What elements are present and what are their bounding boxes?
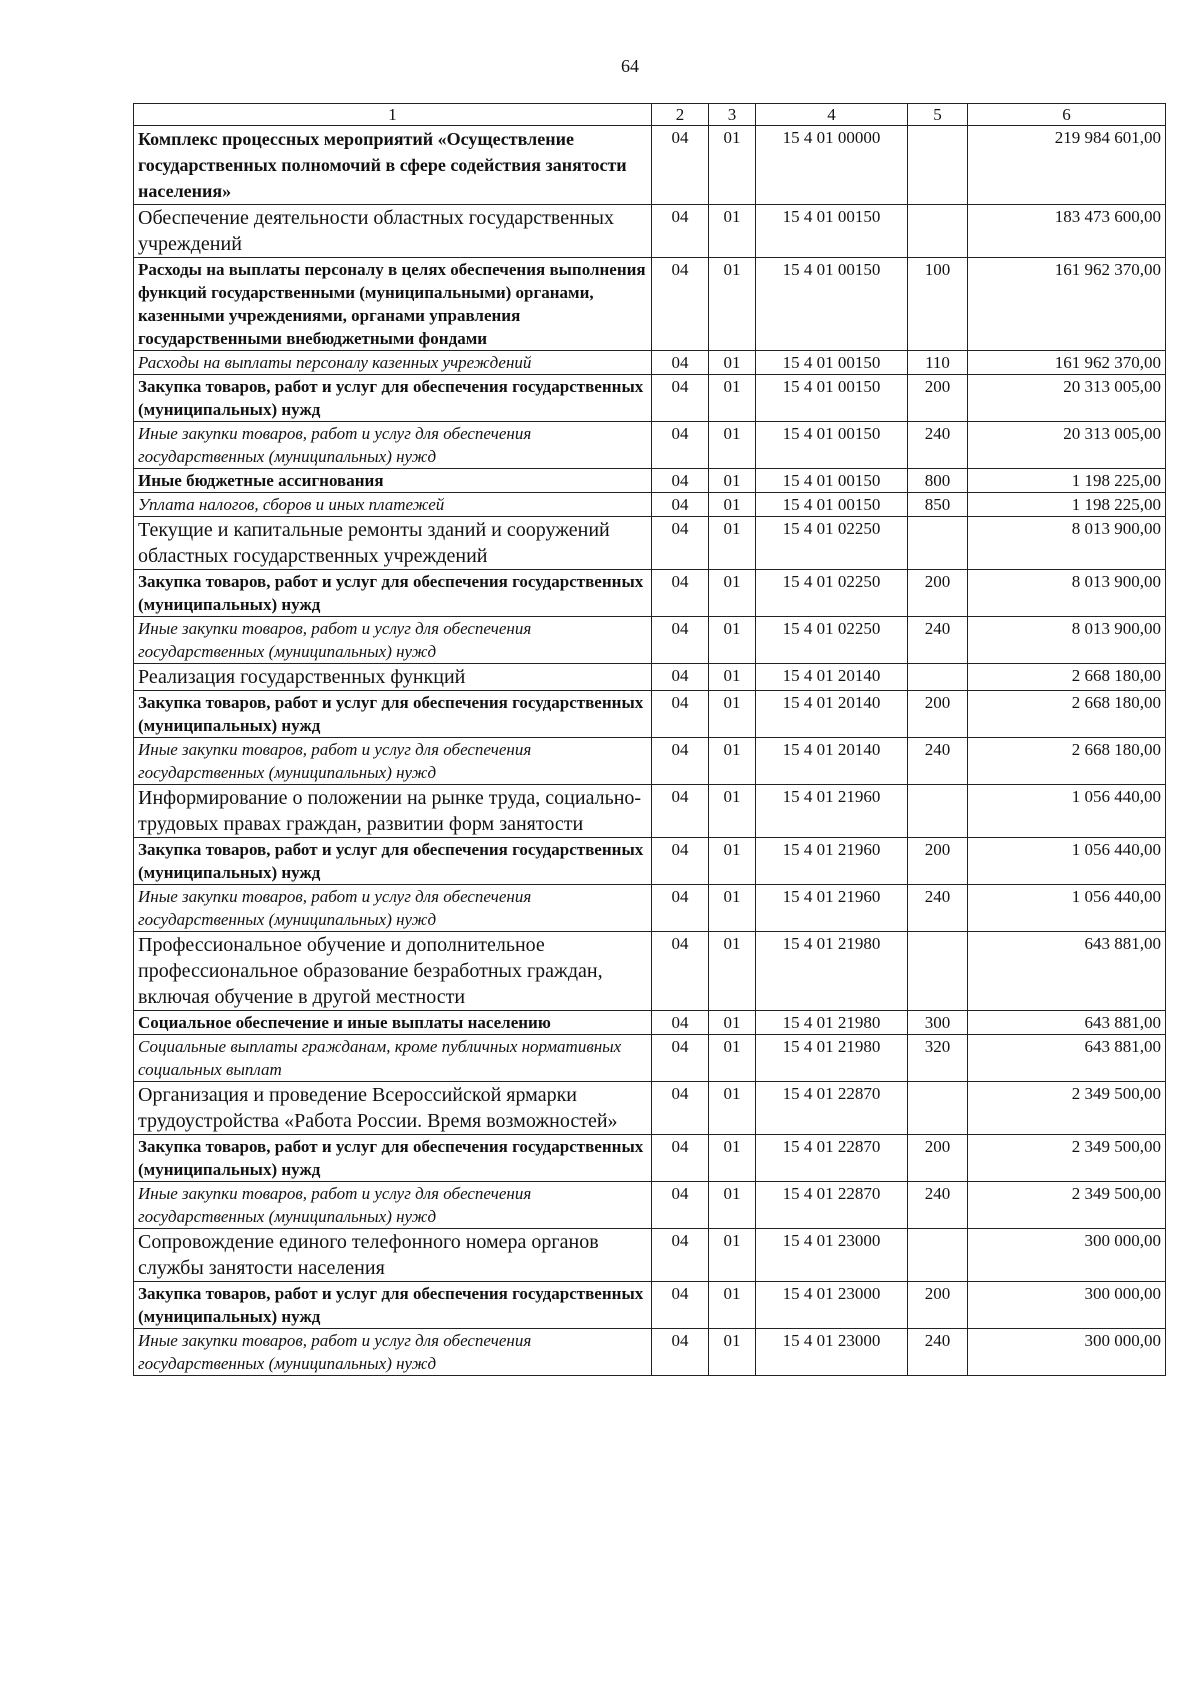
expense-type-code	[908, 1082, 968, 1135]
table-row	[134, 570, 1166, 617]
amount: 300 000,00	[968, 1229, 1166, 1282]
section-code: 04	[652, 1282, 709, 1329]
table-header	[134, 104, 1166, 126]
section-code: 04	[652, 885, 709, 932]
table-row	[134, 1229, 1166, 1282]
item-name: Расходы на выплаты персоналу казенных учреждений	[134, 351, 652, 375]
expense-type-code: 240	[908, 617, 968, 664]
expense-type-code: 240	[908, 422, 968, 469]
amount: 20 313 005,00	[968, 422, 1166, 469]
amount: 643 881,00	[968, 1011, 1166, 1035]
section-code: 04	[652, 1082, 709, 1135]
column-header: 6	[968, 104, 1166, 126]
section-code: 04	[652, 1229, 709, 1282]
section-code: 04	[652, 1011, 709, 1035]
section-code: 04	[652, 493, 709, 517]
amount: 1 198 225,00	[968, 469, 1166, 493]
amount: 2 668 180,00	[968, 664, 1166, 691]
subsection-code: 01	[709, 785, 756, 838]
column-header: 1	[134, 104, 652, 126]
subsection-code: 01	[709, 126, 756, 205]
section-code: 04	[652, 469, 709, 493]
amount: 8 013 900,00	[968, 570, 1166, 617]
item-name: Иные закупки товаров, работ и услуг для обеспечения государственных (муниципальных) нужд	[134, 1182, 652, 1229]
expense-type-code: 300	[908, 1011, 968, 1035]
expense-type-code: 850	[908, 493, 968, 517]
subsection-code: 01	[709, 422, 756, 469]
expense-type-code: 240	[908, 1329, 968, 1376]
table-row	[134, 691, 1166, 738]
item-name: Иные закупки товаров, работ и услуг для обеспечения государственных (муниципальных) нужд	[134, 1329, 652, 1376]
subsection-code: 01	[709, 1282, 756, 1329]
amount: 1 056 440,00	[968, 785, 1166, 838]
expense-type-code: 240	[908, 1182, 968, 1229]
subsection-code: 01	[709, 1182, 756, 1229]
expense-type-code: 800	[908, 469, 968, 493]
target-article-code: 15 4 01 21980	[756, 1011, 908, 1035]
item-name: Профессиональное обучение и дополнительное профессиональное образование безработных граждан, включая обучение в другой местности	[134, 932, 652, 1011]
subsection-code: 01	[709, 205, 756, 258]
section-code: 04	[652, 375, 709, 422]
item-name: Расходы на выплаты персоналу в целях обеспечения выполнения функций государственными (муниципальными) органами, казенными учреждениями, органами управления государственными внебюджетными фондами	[134, 258, 652, 351]
section-code: 04	[652, 1182, 709, 1229]
section-code: 04	[652, 126, 709, 205]
subsection-code: 01	[709, 738, 756, 785]
expense-type-code	[908, 664, 968, 691]
subsection-code: 01	[709, 1135, 756, 1182]
target-article-code: 15 4 01 20140	[756, 664, 908, 691]
subsection-code: 01	[709, 885, 756, 932]
target-article-code: 15 4 01 22870	[756, 1135, 908, 1182]
expense-type-code: 200	[908, 1135, 968, 1182]
item-name: Иные закупки товаров, работ и услуг для обеспечения государственных (муниципальных) нужд	[134, 422, 652, 469]
table-row	[134, 422, 1166, 469]
expense-type-code: 200	[908, 570, 968, 617]
target-article-code: 15 4 01 23000	[756, 1229, 908, 1282]
section-code: 04	[652, 617, 709, 664]
table-row	[134, 1035, 1166, 1082]
item-name: Закупка товаров, работ и услуг для обеспечения государственных (муниципальных) нужд	[134, 838, 652, 885]
table-row	[134, 885, 1166, 932]
subsection-code: 01	[709, 838, 756, 885]
section-code: 04	[652, 570, 709, 617]
amount: 161 962 370,00	[968, 258, 1166, 351]
table-row	[134, 375, 1166, 422]
target-article-code: 15 4 01 21960	[756, 785, 908, 838]
amount: 643 881,00	[968, 1035, 1166, 1082]
budget-table	[133, 103, 1166, 1376]
expense-type-code: 200	[908, 375, 968, 422]
table-row	[134, 1329, 1166, 1376]
section-code: 04	[652, 785, 709, 838]
subsection-code: 01	[709, 375, 756, 422]
target-article-code: 15 4 01 21980	[756, 932, 908, 1011]
amount: 219 984 601,00	[968, 126, 1166, 205]
subsection-code: 01	[709, 691, 756, 738]
section-code: 04	[652, 838, 709, 885]
subsection-code: 01	[709, 258, 756, 351]
section-code: 04	[652, 664, 709, 691]
amount: 8 013 900,00	[968, 617, 1166, 664]
expense-type-code	[908, 1229, 968, 1282]
section-code: 04	[652, 932, 709, 1011]
section-code: 04	[652, 1329, 709, 1376]
table-row	[134, 258, 1166, 351]
amount: 2 349 500,00	[968, 1135, 1166, 1182]
item-name: Уплата налогов, сборов и иных платежей	[134, 493, 652, 517]
table-row	[134, 932, 1166, 1011]
item-name: Иные закупки товаров, работ и услуг для обеспечения государственных (муниципальных) нужд	[134, 885, 652, 932]
subsection-code: 01	[709, 664, 756, 691]
table-row	[134, 838, 1166, 885]
target-article-code: 15 4 01 21980	[756, 1035, 908, 1082]
expense-type-code: 240	[908, 738, 968, 785]
amount: 2 349 500,00	[968, 1182, 1166, 1229]
target-article-code: 15 4 01 00150	[756, 258, 908, 351]
table-row	[134, 517, 1166, 570]
subsection-code: 01	[709, 351, 756, 375]
item-name: Закупка товаров, работ и услуг для обеспечения государственных (муниципальных) нужд	[134, 1135, 652, 1182]
section-code: 04	[652, 517, 709, 570]
item-name: Комплекс процессных мероприятий «Осуществление государственных полномочий в сфере содействия занятости населения»	[134, 126, 652, 205]
subsection-code: 01	[709, 932, 756, 1011]
expense-type-code: 100	[908, 258, 968, 351]
target-article-code: 15 4 01 00150	[756, 469, 908, 493]
target-article-code: 15 4 01 20140	[756, 738, 908, 785]
expense-type-code: 320	[908, 1035, 968, 1082]
item-name: Реализация государственных функций	[134, 664, 652, 691]
table-row	[134, 1135, 1166, 1182]
expense-type-code: 240	[908, 885, 968, 932]
amount: 300 000,00	[968, 1282, 1166, 1329]
item-name: Информирование о положении на рынке труда, социально-трудовых правах граждан, развитии форм занятости	[134, 785, 652, 838]
subsection-code: 01	[709, 469, 756, 493]
item-name: Закупка товаров, работ и услуг для обеспечения государственных (муниципальных) нужд	[134, 570, 652, 617]
table-row	[134, 1182, 1166, 1229]
amount: 161 962 370,00	[968, 351, 1166, 375]
subsection-code: 01	[709, 570, 756, 617]
column-header: 2	[652, 104, 709, 126]
target-article-code: 15 4 01 21960	[756, 838, 908, 885]
column-numbers-row	[134, 104, 1166, 126]
section-code: 04	[652, 691, 709, 738]
table-row	[134, 617, 1166, 664]
target-article-code: 15 4 01 21960	[756, 885, 908, 932]
target-article-code: 15 4 01 23000	[756, 1282, 908, 1329]
table-row	[134, 493, 1166, 517]
section-code: 04	[652, 738, 709, 785]
item-name: Закупка товаров, работ и услуг для обеспечения государственных (муниципальных) нужд	[134, 691, 652, 738]
column-header: 3	[709, 104, 756, 126]
subsection-code: 01	[709, 1035, 756, 1082]
amount: 20 313 005,00	[968, 375, 1166, 422]
expense-type-code: 110	[908, 351, 968, 375]
target-article-code: 15 4 01 20140	[756, 691, 908, 738]
target-article-code: 15 4 01 23000	[756, 1329, 908, 1376]
item-name: Социальное обеспечение и иные выплаты населению	[134, 1011, 652, 1035]
subsection-code: 01	[709, 617, 756, 664]
section-code: 04	[652, 258, 709, 351]
item-name: Сопровождение единого телефонного номера органов службы занятости населения	[134, 1229, 652, 1282]
item-name: Социальные выплаты гражданам, кроме публичных нормативных социальных выплат	[134, 1035, 652, 1082]
item-name: Иные закупки товаров, работ и услуг для обеспечения государственных (муниципальных) нужд	[134, 617, 652, 664]
subsection-code: 01	[709, 1329, 756, 1376]
amount: 643 881,00	[968, 932, 1166, 1011]
target-article-code: 15 4 01 00150	[756, 422, 908, 469]
table-row	[134, 1082, 1166, 1135]
table-row	[134, 1011, 1166, 1035]
target-article-code: 15 4 01 00150	[756, 375, 908, 422]
item-name: Текущие и капитальные ремонты зданий и сооружений областных государственных учреждений	[134, 517, 652, 570]
table-row	[134, 1282, 1166, 1329]
table-row	[134, 469, 1166, 493]
item-name: Закупка товаров, работ и услуг для обеспечения государственных (муниципальных) нужд	[134, 375, 652, 422]
subsection-code: 01	[709, 1229, 756, 1282]
amount: 2 668 180,00	[968, 691, 1166, 738]
target-article-code: 15 4 01 22870	[756, 1182, 908, 1229]
expense-type-code	[908, 517, 968, 570]
target-article-code: 15 4 01 00150	[756, 351, 908, 375]
target-article-code: 15 4 01 02250	[756, 570, 908, 617]
table-row	[134, 738, 1166, 785]
item-name: Организация и проведение Всероссийской ярмарки трудоустройства «Работа России. Время возможностей»	[134, 1082, 652, 1135]
section-code: 04	[652, 1135, 709, 1182]
subsection-code: 01	[709, 517, 756, 570]
section-code: 04	[652, 1035, 709, 1082]
amount: 183 473 600,00	[968, 205, 1166, 258]
amount: 1 056 440,00	[968, 838, 1166, 885]
expense-type-code	[908, 932, 968, 1011]
amount: 1 198 225,00	[968, 493, 1166, 517]
column-header: 4	[756, 104, 908, 126]
amount: 8 013 900,00	[968, 517, 1166, 570]
expense-type-code: 200	[908, 838, 968, 885]
amount: 1 056 440,00	[968, 885, 1166, 932]
expense-type-code	[908, 126, 968, 205]
target-article-code: 15 4 01 00000	[756, 126, 908, 205]
subsection-code: 01	[709, 493, 756, 517]
column-header: 5	[908, 104, 968, 126]
target-article-code: 15 4 01 02250	[756, 517, 908, 570]
section-code: 04	[652, 422, 709, 469]
item-name: Иные закупки товаров, работ и услуг для обеспечения государственных (муниципальных) нужд	[134, 738, 652, 785]
expense-type-code	[908, 785, 968, 838]
amount: 300 000,00	[968, 1329, 1166, 1376]
page-number: 64	[621, 56, 639, 76]
section-code: 04	[652, 351, 709, 375]
expense-type-code	[908, 205, 968, 258]
target-article-code: 15 4 01 00150	[756, 493, 908, 517]
amount: 2 668 180,00	[968, 738, 1166, 785]
subsection-code: 01	[709, 1011, 756, 1035]
table-row	[134, 205, 1166, 258]
table-row	[134, 351, 1166, 375]
item-name: Закупка товаров, работ и услуг для обеспечения государственных (муниципальных) нужд	[134, 1282, 652, 1329]
table-body	[134, 126, 1166, 1376]
expense-type-code: 200	[908, 1282, 968, 1329]
section-code: 04	[652, 205, 709, 258]
table-row	[134, 664, 1166, 691]
target-article-code: 15 4 01 00150	[756, 205, 908, 258]
target-article-code: 15 4 01 02250	[756, 617, 908, 664]
expense-type-code: 200	[908, 691, 968, 738]
table-row	[134, 785, 1166, 838]
target-article-code: 15 4 01 22870	[756, 1082, 908, 1135]
amount: 2 349 500,00	[968, 1082, 1166, 1135]
subsection-code: 01	[709, 1082, 756, 1135]
table-row	[134, 126, 1166, 205]
item-name: Иные бюджетные ассигнования	[134, 469, 652, 493]
item-name: Обеспечение деятельности областных государственных учреждений	[134, 205, 652, 258]
